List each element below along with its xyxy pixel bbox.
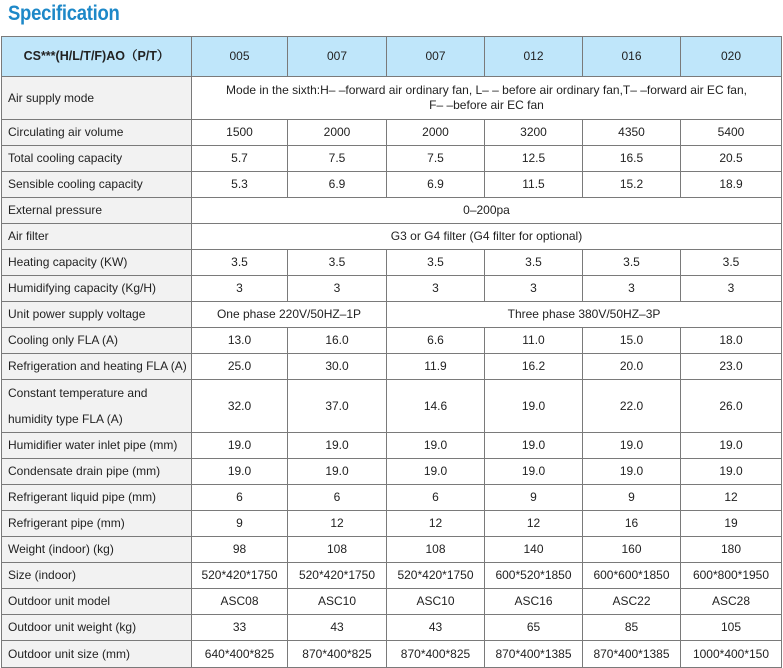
- row-label: Air supply mode: [2, 77, 192, 120]
- row-label: Cooling only FLA (A): [2, 328, 192, 354]
- table-cell: 12: [288, 511, 387, 537]
- table-cell: 6.9: [288, 172, 387, 198]
- row-label: Circulating air volume: [2, 120, 192, 146]
- table-cell: 12.5: [485, 146, 583, 172]
- table-cell: G3 or G4 filter (G4 filter for optional): [192, 224, 782, 250]
- table-cell: 18.0: [681, 328, 782, 354]
- row-label: Refrigerant pipe (mm): [2, 511, 192, 537]
- table-cell: 11.0: [485, 328, 583, 354]
- table-cell-line: F– –before air EC fan: [429, 98, 544, 112]
- table-row: [2, 276, 782, 302]
- table-cell: ASC28: [681, 589, 782, 615]
- table-cell: 108: [288, 537, 387, 563]
- table-cell: ASC08: [192, 589, 288, 615]
- table-row: [2, 250, 782, 276]
- table-cell: 600*800*1950: [681, 563, 782, 589]
- table-row: [2, 328, 782, 354]
- table-cell: 3.5: [288, 250, 387, 276]
- row-label: Outdoor unit size (mm): [2, 641, 192, 668]
- table-cell: 640*400*825: [192, 641, 288, 668]
- row-label: Condensate drain pipe (mm): [2, 459, 192, 485]
- table-cell: 140: [485, 537, 583, 563]
- model-column-header: 007: [288, 37, 387, 77]
- row-label-line: humidity type FLA (A): [8, 412, 123, 426]
- row-label: Refrigeration and heating FLA (A): [2, 354, 192, 380]
- row-label: Refrigerant liquid pipe (mm): [2, 485, 192, 511]
- row-label: External pressure: [2, 198, 192, 224]
- table-cell: 600*520*1850: [485, 563, 583, 589]
- row-label: Outdoor unit model: [2, 589, 192, 615]
- table-cell: 25.0: [192, 354, 288, 380]
- table-cell: 5400: [681, 120, 782, 146]
- table-cell: 870*400*1385: [583, 641, 681, 668]
- table-cell: 26.0: [681, 380, 782, 433]
- row-label: Outdoor unit weight (kg): [2, 615, 192, 641]
- table-cell: 3: [583, 276, 681, 302]
- table-cell: 19.0: [485, 433, 583, 459]
- table-cell: 3: [288, 276, 387, 302]
- table-cell: 16: [583, 511, 681, 537]
- table-cell: 870*400*1385: [485, 641, 583, 668]
- table-cell: 19.0: [288, 433, 387, 459]
- table-row: [2, 563, 782, 589]
- table-cell: 43: [288, 615, 387, 641]
- table-row: [2, 77, 782, 120]
- table-cell: 15.2: [583, 172, 681, 198]
- table-cell: ASC10: [288, 589, 387, 615]
- table-cell: ASC22: [583, 589, 681, 615]
- table-cell: 2000: [288, 120, 387, 146]
- table-cell: 16.2: [485, 354, 583, 380]
- table-row: [2, 172, 782, 198]
- row-label: Size (indoor): [2, 563, 192, 589]
- page-title: Specification: [8, 2, 120, 25]
- table-row: [2, 198, 782, 224]
- table-cell: 3.5: [387, 250, 485, 276]
- model-column-header: 012: [485, 37, 583, 77]
- table-cell: 3: [485, 276, 583, 302]
- table-row: [2, 589, 782, 615]
- table-cell: 20.0: [583, 354, 681, 380]
- table-row: [2, 380, 782, 433]
- model-column-header: 020: [681, 37, 782, 77]
- table-cell: 3.5: [192, 250, 288, 276]
- table-cell: 98: [192, 537, 288, 563]
- model-column-header: 005: [192, 37, 288, 77]
- table-cell: 1000*400*150: [681, 641, 782, 668]
- table-cell: 33: [192, 615, 288, 641]
- table-cell: 6: [288, 485, 387, 511]
- table-cell-line: Mode in the sixth:H– –forward air ordinary fan, L– – before air ordinary fan,T– –forward air EC fan,: [226, 83, 747, 97]
- table-cell: 14.6: [387, 380, 485, 433]
- table-cell: 22.0: [583, 380, 681, 433]
- table-cell: 160: [583, 537, 681, 563]
- table-cell: 520*420*1750: [288, 563, 387, 589]
- table-cell: 3.5: [583, 250, 681, 276]
- table-cell: 19.0: [485, 380, 583, 433]
- model-column-header: 007: [387, 37, 485, 77]
- table-cell: 4350: [583, 120, 681, 146]
- table-row: [2, 146, 782, 172]
- table-cell: 180: [681, 537, 782, 563]
- table-cell: 13.0: [192, 328, 288, 354]
- table-cell: Three phase 380V/50HZ–3P: [387, 302, 782, 328]
- table-cell: 7.5: [288, 146, 387, 172]
- table-cell: 19.0: [583, 459, 681, 485]
- model-column-header: 016: [583, 37, 681, 77]
- row-label: Unit power supply voltage: [2, 302, 192, 328]
- table-cell: 19.0: [192, 433, 288, 459]
- table-cell: 23.0: [681, 354, 782, 380]
- table-cell: 18.9: [681, 172, 782, 198]
- table-cell: 12: [681, 485, 782, 511]
- table-cell: 19.0: [192, 459, 288, 485]
- table-cell: 870*400*825: [288, 641, 387, 668]
- table-cell: 3.5: [485, 250, 583, 276]
- table-cell: 3: [681, 276, 782, 302]
- table-row: [2, 511, 782, 537]
- table-cell: 2000: [387, 120, 485, 146]
- table-cell: 19.0: [681, 433, 782, 459]
- table-cell: 16.0: [288, 328, 387, 354]
- row-label: Air filter: [2, 224, 192, 250]
- table-row: [2, 459, 782, 485]
- table-cell: 11.9: [387, 354, 485, 380]
- row-label: [2, 380, 192, 433]
- table-cell: 30.0: [288, 354, 387, 380]
- table-row: [2, 485, 782, 511]
- table-cell: 3: [192, 276, 288, 302]
- table-cell: 12: [485, 511, 583, 537]
- table-cell: 5.3: [192, 172, 288, 198]
- table-cell: 19.0: [485, 459, 583, 485]
- table-cell: 43: [387, 615, 485, 641]
- table-cell: One phase 220V/50HZ–1P: [192, 302, 387, 328]
- table-cell: 12: [387, 511, 485, 537]
- table-cell: 19.0: [681, 459, 782, 485]
- table-cell: 65: [485, 615, 583, 641]
- table-cell: 9: [583, 485, 681, 511]
- table-cell: 600*600*1850: [583, 563, 681, 589]
- table-cell: 3200: [485, 120, 583, 146]
- table-cell: 6.9: [387, 172, 485, 198]
- table-cell: 19.0: [387, 433, 485, 459]
- table-cell: [192, 77, 782, 120]
- table-cell: 19.0: [583, 433, 681, 459]
- table-cell: 3.5: [681, 250, 782, 276]
- table-cell: 6: [387, 485, 485, 511]
- table-cell: 16.5: [583, 146, 681, 172]
- table-cell: 870*400*825: [387, 641, 485, 668]
- table-cell: 9: [485, 485, 583, 511]
- table-row: [2, 433, 782, 459]
- model-header: CS***(H/L/T/F)AO（P/T）: [2, 37, 192, 77]
- table-cell: 7.5: [387, 146, 485, 172]
- row-label: Humidifying capacity (Kg/H): [2, 276, 192, 302]
- table-cell: 520*420*1750: [387, 563, 485, 589]
- table-cell: 37.0: [288, 380, 387, 433]
- row-label: Sensible cooling capacity: [2, 172, 192, 198]
- table-cell: 108: [387, 537, 485, 563]
- table-row: [2, 615, 782, 641]
- table-cell: 32.0: [192, 380, 288, 433]
- table-cell: 9: [192, 511, 288, 537]
- specification-table: [1, 36, 782, 668]
- table-cell: 11.5: [485, 172, 583, 198]
- table-row: [2, 354, 782, 380]
- table-row: [2, 302, 782, 328]
- row-label: Total cooling capacity: [2, 146, 192, 172]
- header-row: [2, 37, 782, 77]
- row-label: Heating capacity (KW): [2, 250, 192, 276]
- table-cell: 520*420*1750: [192, 563, 288, 589]
- table-cell: 85: [583, 615, 681, 641]
- table-cell: 19.0: [387, 459, 485, 485]
- table-cell: ASC10: [387, 589, 485, 615]
- table-cell: ASC16: [485, 589, 583, 615]
- row-label: Weight (indoor) (kg): [2, 537, 192, 563]
- table-row: [2, 120, 782, 146]
- table-cell: 19: [681, 511, 782, 537]
- table-row: [2, 641, 782, 668]
- table-cell: 6: [192, 485, 288, 511]
- table-cell: 6.6: [387, 328, 485, 354]
- table-cell: 0–200pa: [192, 198, 782, 224]
- row-label: Humidifier water inlet pipe (mm): [2, 433, 192, 459]
- row-label-line: Constant temperature and: [8, 386, 148, 400]
- table-cell: 1500: [192, 120, 288, 146]
- table-cell: 105: [681, 615, 782, 641]
- table-cell: 3: [387, 276, 485, 302]
- table-cell: 5.7: [192, 146, 288, 172]
- table-cell: 19.0: [288, 459, 387, 485]
- table-row: [2, 224, 782, 250]
- table-cell: 20.5: [681, 146, 782, 172]
- table-row: [2, 537, 782, 563]
- table-cell: 15.0: [583, 328, 681, 354]
